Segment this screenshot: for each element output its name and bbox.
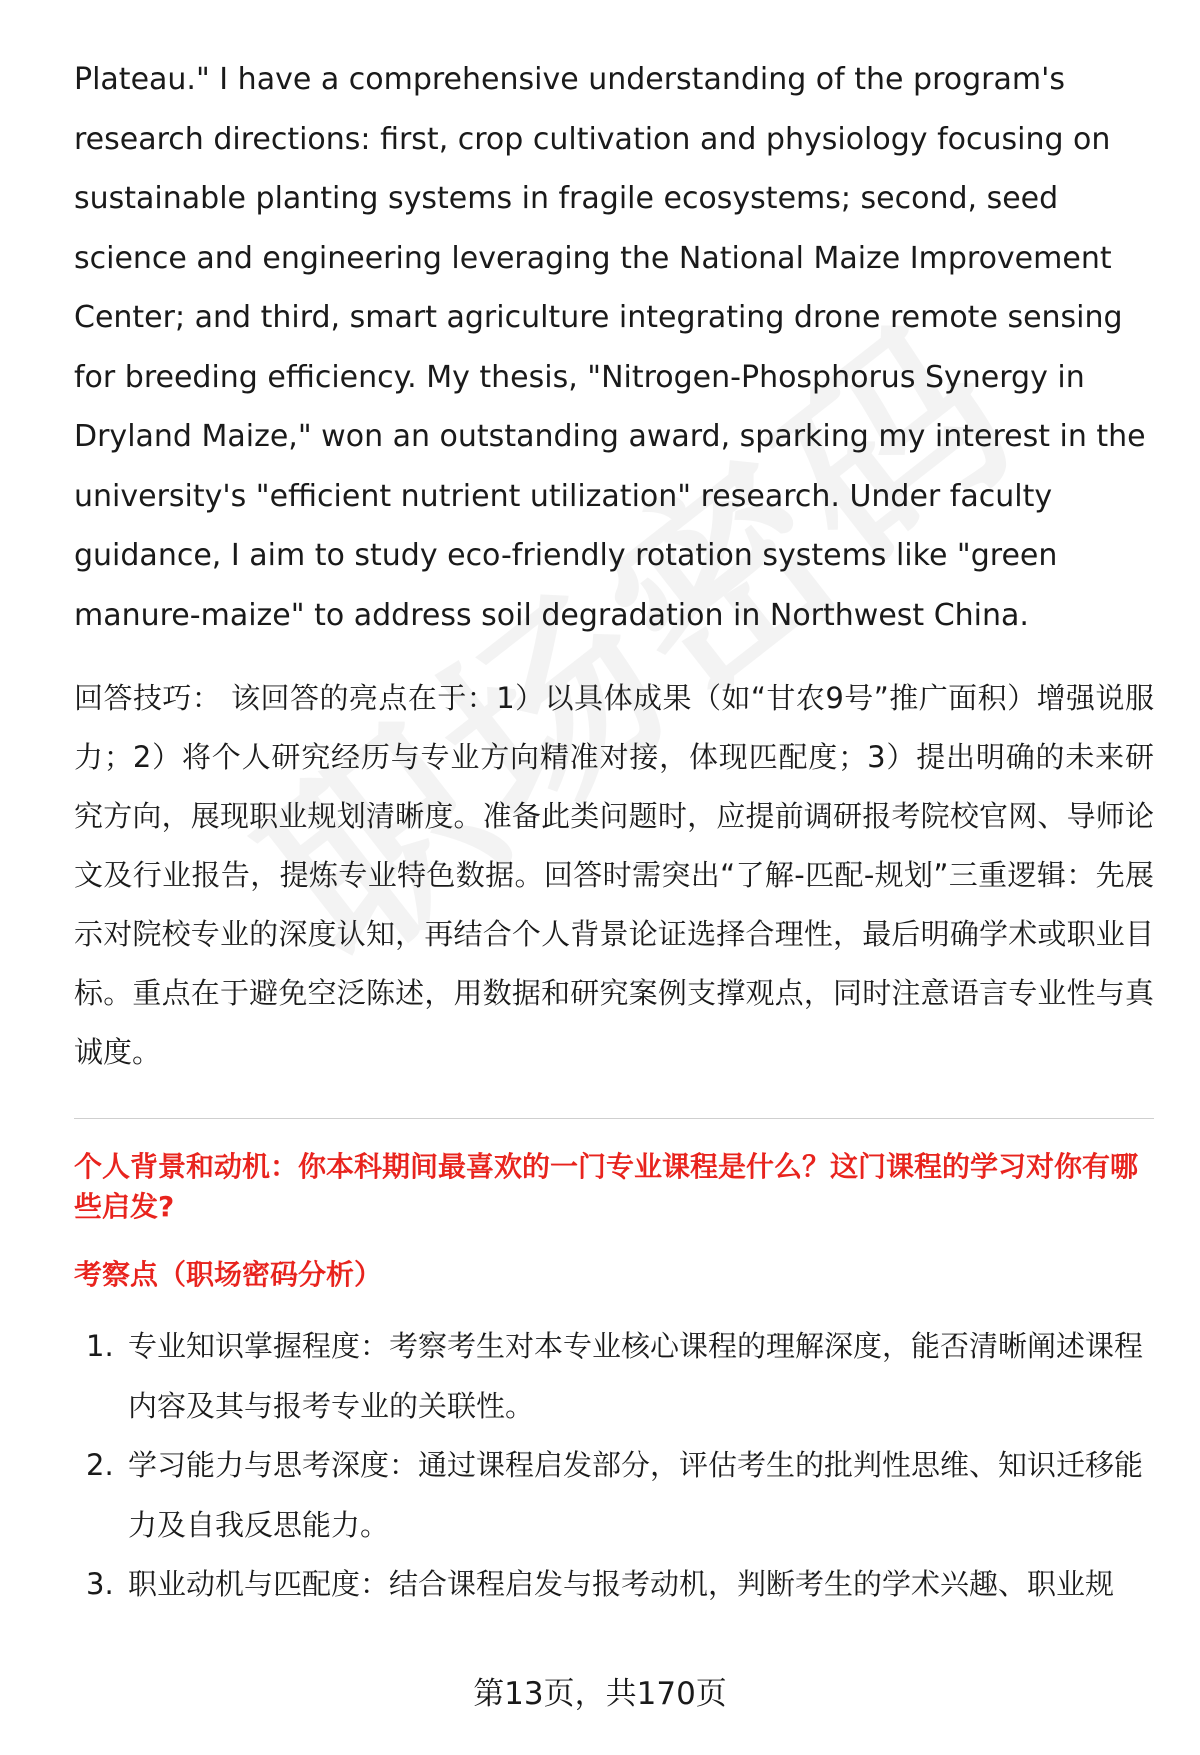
list-item	[74, 1317, 1154, 1436]
list-item-number: 3.	[86, 1567, 114, 1601]
page-number-footer: 第13页，共170页	[473, 1676, 727, 1712]
list-item-text: 专业知识掌握程度：考察考生对本专业核心课程的理解深度，能否清晰阐述课程内容及其与报考专业的关联性。	[128, 1329, 1144, 1423]
page-content	[74, 50, 1154, 1615]
list-item	[74, 1555, 1154, 1615]
section-divider	[74, 1118, 1154, 1119]
list-item-number: 1.	[86, 1329, 114, 1363]
list-item-number: 2.	[86, 1448, 114, 1482]
list-item-text: 学习能力与思考深度：通过课程启发部分，评估考生的批判性思维、知识迁移能力及自我反思能力。	[128, 1448, 1144, 1542]
answer-tips-paragraph: 回答技巧： 该回答的亮点在于：1）以具体成果（如“甘农9号”推广面积）增强说服力；2）将个人研究经历与专业方向精准对接，体现匹配度；3）提出明确的未来研究方向，展现职业规划清晰度。准备此类问题时，应提前调研报考院校官网、导师论文及行业报告，提炼专业特色数据。回答时需突出“了解-匹配-规划”三重逻辑：先展示对院校专业的深度认知，再结合个人背景论证选择合理性，最后明确学术或职业目标。重点在于避免空泛陈述，用数据和研究案例支撑观点，同时注意语言专业性与真诚度。	[74, 681, 1154, 1069]
assessment-points-list	[74, 1317, 1154, 1615]
question-heading: 个人背景和动机：你本科期间最喜欢的一门专业课程是什么？这门课程的学习对你有哪些启发?	[74, 1150, 1139, 1223]
list-item-text: 职业动机与匹配度：结合课程启发与报考动机，判断考生的学术兴趣、职业规	[128, 1567, 1115, 1601]
list-item	[74, 1436, 1154, 1555]
section-title: 考察点（职场密码分析）	[74, 1258, 383, 1291]
english-paragraph: Plateau." I have a comprehensive understanding of the program's research directions: first, crop cultivation and physiology focusing on sustainable planting systems in fragile ecosystems; second, seed science and engineering leveraging the National Maize Improvement Center; and third, smart agriculture integrating drone remote sensing for breeding efficiency. My thesis, "Nitrogen-Phosphorus Synergy in Dryland Maize," won an outstanding award, sparking my interest in the university's "efficient nutrient utilization" research. Under faculty guidance, I aim to study eco-friendly rotation systems like "green manure-maize" to address soil degradation in Northwest China.	[74, 62, 1146, 633]
